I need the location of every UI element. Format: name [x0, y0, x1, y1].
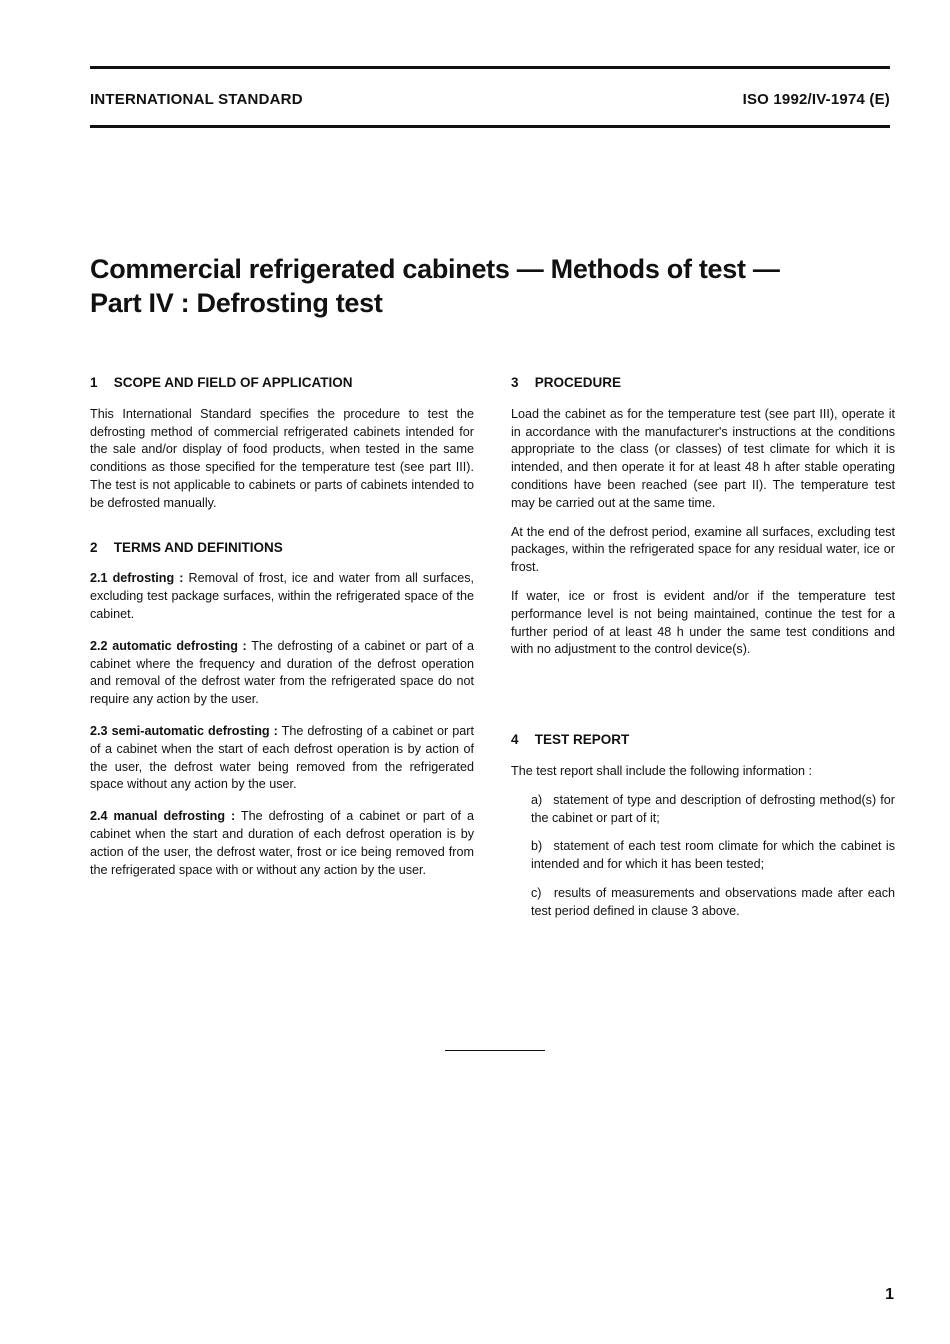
list-marker: a): [531, 792, 543, 807]
procedure-paragraph-3: If water, ice or frost is evident and/or if the temperature test performance level is not being maintained, continue the test for a further period of at least 48 h under the same test conditions and with no adjustment to the control device(s).: [511, 588, 895, 657]
header-bottom-rule: [90, 125, 890, 128]
list-marker: b): [531, 839, 543, 854]
section-number: 1: [90, 375, 98, 390]
section-number: 3: [511, 375, 519, 390]
clause-2-2: [90, 638, 474, 709]
report-item-b: [531, 838, 895, 874]
clause-2-3: [90, 723, 474, 794]
title-line-2: Part IV : Defrosting test: [90, 288, 383, 318]
clause-number: 2.1: [90, 571, 108, 586]
scope-paragraph: This International Standard specifies the procedure to test the defrosting method of commercial refrigerated cabinets intended for the sale and/or display of food products, when tested in the same conditions as those specified for the temperature test (see part III). The test is not applicable to cabinets or parts of cabinets intended to be defrosted manually.: [90, 406, 474, 510]
clause-term: manual defrosting :: [113, 809, 236, 824]
procedure-paragraph-1: Load the cabinet as for the temperature test (see part III), operate it in accordance with the manufacturer's instructions at the conditions appropriate to the class (or classes) of test climate for which it is intended, and then operate it for at least 48 h after stable operating conditions have been reached (see part II). The temperature test may be carried out at the same time.: [511, 406, 895, 510]
left-column: [90, 374, 474, 893]
header-top-rule: [90, 66, 890, 69]
clause-text: The defrosting of a cabinet or part of a cabinet where the frequency and duration of the defrost operation and removal of the defrost water from the refrigerated space do not require any action by the user.: [90, 638, 474, 707]
clause-number: 2.4: [90, 809, 108, 824]
title-line-1: Commercial refrigerated cabinets — Methods of test —: [90, 254, 780, 284]
standard-reference: ISO 1992/IV-1974 (E): [742, 91, 890, 108]
list-text: results of measurements and observations made after each test period defined in clause 3 above.: [531, 885, 896, 918]
procedure-paragraph-2: At the end of the defrost period, examine all surfaces, excluding test packages, within the refrigerated space for any residual water, ice or frost.: [511, 524, 895, 575]
clause-number: 2.3: [90, 723, 108, 738]
section-title: TERMS AND DEFINITIONS: [113, 539, 283, 555]
clause-text: The defrosting of a cabinet or part of a cabinet when the start of each defrost operation is by action of the user, the defrost water being removed from the refrigerated space without any action by the user.: [90, 723, 474, 792]
list-text: statement of each test room climate for which the cabinet is intended and for which it has been tested;: [531, 839, 896, 872]
clause-2-1: [90, 570, 474, 623]
section-heading: [90, 374, 474, 392]
section-terms: [90, 539, 474, 880]
section-report: [511, 731, 895, 920]
report-item-c: [531, 885, 895, 921]
section-heading: [511, 374, 895, 392]
report-item-a: [531, 792, 895, 828]
report-intro: The test report shall include the following information :: [511, 763, 813, 778]
document-title: [90, 252, 890, 320]
section-title: TEST REPORT: [534, 732, 630, 748]
section-scope: [90, 374, 474, 513]
clause-number: 2.2: [90, 638, 108, 653]
right-column: [511, 374, 895, 932]
clause-2-4: [90, 808, 474, 879]
document-type-label: INTERNATIONAL STANDARD: [90, 91, 303, 108]
section-heading: [90, 539, 474, 557]
list-marker: c): [531, 885, 542, 900]
clause-text: Removal of frost, ice and water from all surfaces, excluding test package surfaces, within the refrigerated space of the cabinet.: [90, 571, 475, 621]
page-number: 1: [885, 1286, 894, 1303]
clause-term: semi-automatic defrosting :: [111, 723, 278, 738]
clause-term: automatic defrosting :: [112, 638, 247, 653]
end-of-text-rule: [445, 1050, 545, 1051]
clause-term: defrosting :: [112, 571, 184, 586]
section-heading: [511, 731, 895, 749]
clause-text: The defrosting of a cabinet or part of a cabinet when the start and duration of each defrost operation is by action of the user, the defrost water, frost or ice being removed from the refrigerated space with or without any action by the user.: [90, 809, 474, 877]
list-text: statement of type and description of defrosting method(s) for the cabinet or part of it;: [531, 792, 896, 825]
section-number: 2: [90, 539, 98, 555]
section-procedure: [511, 374, 895, 659]
section-title: SCOPE AND FIELD OF APPLICATION: [113, 375, 353, 390]
section-title: PROCEDURE: [534, 375, 622, 390]
section-number: 4: [511, 732, 519, 748]
